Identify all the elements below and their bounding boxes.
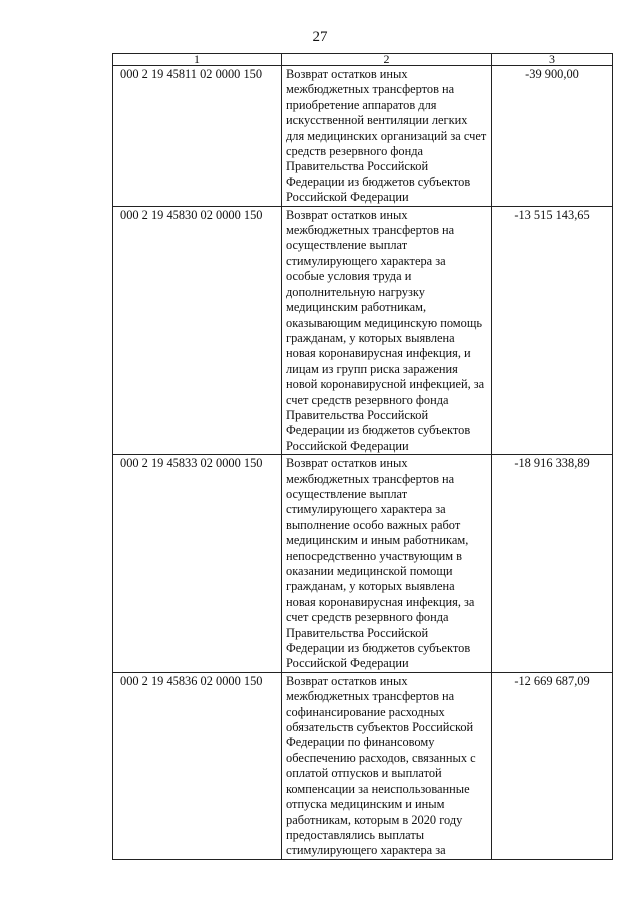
description-line: особые условия труда и (286, 269, 412, 284)
budget-code: 000 2 19 45830 02 0000 150 (113, 206, 282, 455)
description-line: Российской Федерации (286, 438, 409, 453)
description-line: межбюджетных трансфертов на (286, 689, 455, 704)
description-line: оказывающим медицинскую помощь (286, 315, 483, 330)
description-line: осуществление выплат (286, 486, 408, 501)
description-line: межбюджетных трансфертов на (286, 82, 455, 97)
description-line: осуществление выплат (286, 238, 408, 253)
table-body (113, 66, 613, 860)
amount: -13 515 143,65 (492, 206, 613, 455)
description-line: Российской Федерации (286, 190, 409, 205)
description-line: Федерации из бюджетов субъектов (286, 423, 471, 438)
description-line: Возврат остатков иных (286, 207, 408, 222)
description-line: Правительства Российской (286, 407, 429, 422)
table-row (113, 455, 613, 673)
budget-code: 000 2 19 45833 02 0000 150 (113, 455, 282, 673)
description-line: дополнительную нагрузку (286, 284, 425, 299)
description-line: непосредственно участвующим в (286, 548, 463, 563)
column-header-3: 3 (492, 54, 613, 66)
table-row (113, 206, 613, 455)
description-line: работникам, которым в 2020 году (286, 812, 463, 827)
budget-table (112, 53, 613, 860)
description-line: новая коронавирусная инфекция, и (286, 346, 471, 361)
amount: -39 900,00 (492, 66, 613, 207)
column-header-2: 2 (282, 54, 492, 66)
table-row (113, 66, 613, 207)
description-line: искусственной вентиляции легких (286, 113, 468, 128)
description-line: медицинским работникам, (286, 300, 427, 315)
description (282, 206, 492, 455)
description-line: оплатой отпусков и выплатой (286, 766, 442, 781)
description-line: Возврат остатков иных (286, 67, 408, 81)
description-line: Федерации из бюджетов субъектов (286, 641, 471, 656)
description-line: Правительства Российской (286, 159, 429, 174)
description-line: новая коронавирусная инфекция, за (286, 594, 475, 609)
description-line: гражданам, у которых выявлена (286, 330, 455, 345)
header-row (113, 54, 613, 66)
description-line: компенсации за неиспользованные (286, 781, 470, 796)
description-line: обеспечению расходов, связанных с (286, 750, 476, 765)
description-line: обязательств субъектов Российской (286, 720, 474, 735)
description-line: средств резервного фонда (286, 144, 424, 159)
description (282, 66, 492, 207)
description-line: Российской Федерации (286, 656, 409, 671)
description-line: стимулирующего характера за (286, 502, 446, 517)
description-line: межбюджетных трансфертов на (286, 471, 455, 486)
description-line: Возврат остатков иных (286, 456, 408, 471)
description-line: Федерации из бюджетов субъектов (286, 174, 471, 189)
description-line: Правительства Российской (286, 625, 429, 640)
description-line: для медицинских организаций за счет (286, 128, 487, 143)
description-line: отпуска медицинским и иным (286, 797, 445, 812)
description-line: новой коронавирусной инфекцией, за (286, 377, 485, 392)
budget-code: 000 2 19 45836 02 0000 150 (113, 672, 282, 859)
amount: -12 669 687,09 (492, 672, 613, 859)
description-line: лицам из групп риска заражения (286, 361, 458, 376)
description-line: оказании медицинской помощи (286, 564, 453, 578)
description-line: приобретение аппаратов для (286, 97, 437, 112)
description (282, 455, 492, 673)
description-line: софинансирование расходных (286, 704, 445, 719)
description-line: предоставлялись выплаты (286, 827, 425, 842)
amount: -18 916 338,89 (492, 455, 613, 673)
description-line: выполнение особо важных работ (286, 517, 461, 532)
description-line: Возврат остатков иных (286, 673, 408, 688)
column-header-1: 1 (113, 54, 282, 66)
description-line: счет средств резервного фонда (286, 392, 449, 407)
description-line: межбюджетных трансфертов на (286, 223, 455, 238)
description-line: гражданам, у которых выявлена (286, 579, 455, 594)
description-line: стимулирующего характера за (286, 253, 446, 268)
description-line: стимулирующего характера за (286, 843, 446, 858)
description (282, 672, 492, 859)
description-line: Федерации по финансовому (286, 735, 435, 750)
description-line: счет средств резервного фонда (286, 610, 449, 625)
page-number: 27 (312, 29, 328, 45)
table-row (113, 672, 613, 859)
budget-code: 000 2 19 45811 02 0000 150 (113, 66, 282, 207)
description-line: медицинским и иным работникам, (286, 533, 469, 548)
